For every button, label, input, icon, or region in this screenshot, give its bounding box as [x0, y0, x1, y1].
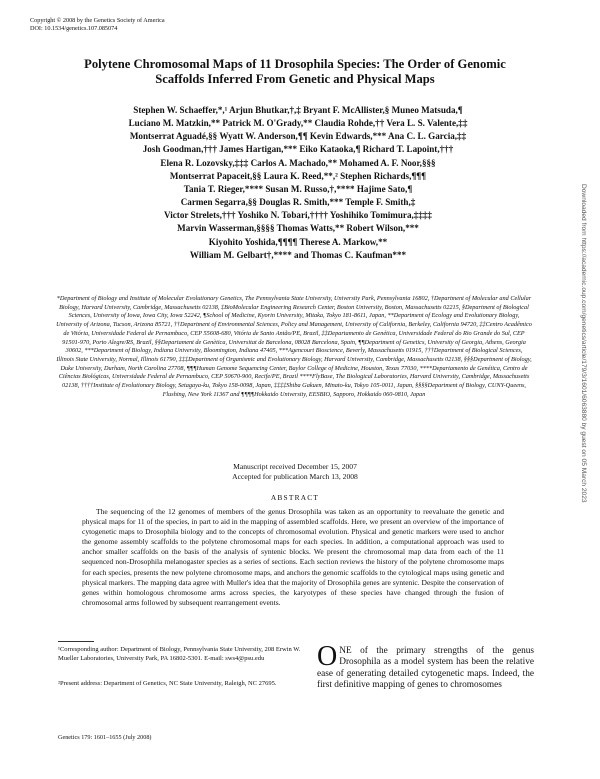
affiliations: *Department of Biology and Institute of Molecular Evolutionary Genetics, The Pennsylvania State University, University Park, Pennsylvania 16802, †Department of Molecular and Cellular Biology, Harvard University, Cambridge, Massachusetts 02138, ‡BioMolecular Engineering Research Center, Boston University, Boston, Massachusetts 02215, §Department of Biological Sciences, University of Iowa, Iowa City, Iowa 52242, ¶School of Medicine, Kyorin University, Mitaka, Tokyo 181-8611, Japan, **Department of Ecology and Evolutionary Biology, University of Arizona, Tucson, Arizona 85721, ††Department of Environmental Sciences, Policy and Management, University of California, Berkeley, California 94720, ‡‡Centro Acadêmico de Vitória, Universidade Federal de Pernambuco, CEP 55608-680, Vitória de Santo Antão/PE, Brazil, ‡‡Departamento de Genética, Universidade Federal do Rio Grande do Sul, CEP 91501-970, Porto Alegre/RS, Brazil, §§Departament de Genètica, Universitat de Barcelona, 08028 Barcelona, Spain, ¶¶Department of Genetics, University of Georgia, Athens, Georgia 30602, ***Department of Biology, Indiana University, Bloomington, Indiana 47405, ***Agencourt Bioscience, Beverly, Massachusetts 01915, †††Department of Biological Sciences, Illinois State University, Normal, Illinois 61790, ‡‡‡Department of Organismic and Evolutionary Biology, Harvard University, Cambridge, Massachusetts 02138, §§§Department of Biology, Duke University, Durham, North Carolina 27708, ¶¶¶Human Genome Sequencing Center, Baylor College of Medicine, Houston, Texas 77030, ****Departamento de Genética, Centro de Ciências Biológicas, Universidade Federal de Pernambuco, CEP 50670-900, Recife/PE, Brazil ****FlyBase, The Biological Laboratories, Harvard University, Cambridge, Massachusetts 02138, ††††Institute of Evolutionary Biology, Setagaya-ku, Tokyo 158-0098, Japan, ‡‡‡‡Shiba Gakuen, Minato-ku, Tokyo 105-0011, Japan, §§§§Department of Biology, CUNY-Queens, Flushing, New York 11367 and ¶¶¶¶Hokkaido University, EESBIO, Sapporo, Hokkaido 060-0810, Japan — [56, 295, 532, 398]
author-line: Marvin Wasserman,§§§§ Thomas Watts,** Robert Wilson,*** — [177, 223, 419, 234]
present-address-note: ²Present address: Department of Genetics, NC State University, Raleigh, NC 27695. — [58, 680, 277, 687]
accepted-date: Accepted for publication March 13, 2008 — [232, 472, 358, 481]
copyright-header — [30, 17, 165, 33]
corresponding-author-note: ¹Corresponding author: Department of Biology, Pennsylvania State University, 208 Erwin W. Mueller Laboratories, University Park, PA 16802-5301. E-mail: sws4@psu.edu — [58, 646, 301, 662]
abstract-text: The sequencing of the 12 genomes of members of the genus Drosophila was taken as an opportunity to reevaluate the genetic and physical maps for 11 of the species, in part to aid in the mapping of assembled scaffolds. Here, we present an overview of the importance of cytogenetic maps to Drosophila biology and to the concepts of chromosomal evolution. Physical and genetic markers were used to anchor the genome assembly scaffolds to the polytene chromosomal maps for each species. In addition, a computational approach was used to anchor smaller scaffolds on the basis of the analysis of syntenic blocks. We present the chromosomal map data from each of the 11 sequenced non-Drosophila melanogaster species as a series of sections. Each section reviews the history of the polytene chromosome maps for each species, presents the new polytene chromosome maps, and anchors the genomic scaffolds to the cytological maps using genetic and physical markers. The mapping data agree with Muller's idea that the majority of Drosophila genes are syntenic. Despite the conservation of genes within homologous chromosome arms across species, the karyotypes of these species have changed through the fusion of chromosomal arms followed by subsequent rearrangement events. — [82, 507, 504, 607]
author-line: Stephen W. Schaeffer,*,¹ Arjun Bhutkar,†,‡ Bryant F. McAllister,§ Muneo Matsuda,¶ — [133, 105, 463, 115]
journal-footer: Genetics 179: 1601–1655 (July 2008) — [58, 734, 152, 741]
author-line: Josh Goodman,††† James Hartigan,*** Eiko Kataoka,¶ Richard T. Lapoint,††† — [142, 144, 454, 155]
doi-line[interactable]: DOI: 10.1534/genetics.107.085074 — [30, 25, 118, 32]
author-line: Victor Strelets,††† Yoshiko N. Tobari,†††† Yoshihiko Tomimura,‡‡‡‡ — [164, 210, 432, 221]
abstract-heading: ABSTRACT — [270, 493, 320, 502]
author-line: Tania T. Rieger,**** Susan M. Russo,†,**** Hajime Sato,¶ — [183, 183, 413, 194]
author-line: Montserrat Aguadé,§§ Wyatt W. Anderson,¶¶ Kevin Edwards,*** Ana C. L. Garcia,‡‡ — [129, 131, 467, 142]
copyright-line: Copyright © 2008 by the Genetics Society of America — [30, 17, 165, 24]
intro-paragraph — [317, 641, 534, 692]
intro-text: NE of the primary strengths of the genus Drosophila as a model system has been the relative ease of generating detailed cytogenetic maps. Indeed, the first definitive mapping of genes to chromosomes — [317, 646, 534, 691]
author-line: Luciano M. Matzkin,** Patrick M. O'Grady,** Claudia Rohde,†† Vera L. S. Valente,‡‡ — [128, 118, 468, 129]
author-line: William M. Gelbart†,**** and Thomas C. Kaufman*** — [189, 249, 407, 260]
download-note[interactable]: Downloaded from https://academic.oup.com/genetics/article/179/3/1601/6063880 by guest on 05 March 2023 — [580, 184, 587, 503]
drop-cap: O — [317, 641, 338, 672]
author-line: Montserrat Papaceit,§§ Laura K. Reed,**,² Stephen Richards,¶¶¶ — [169, 170, 427, 181]
footnote-divider — [58, 641, 94, 642]
paper-title: Polytene Chromosomal Maps of 11 Drosophila Species: The Order of Genomic Scaffolds Inferred From Genetic and Physical Maps — [84, 57, 506, 86]
manuscript-dates — [60, 462, 530, 482]
author-line: Kiyohito Yoshida,¶¶¶¶ Therese A. Markow,** — [208, 236, 388, 247]
author-list — [60, 104, 536, 262]
author-line: Carmen Segarra,§§ Douglas R. Smith,*** Temple F. Smith,‡ — [180, 197, 416, 208]
received-date: Manuscript received December 15, 2007 — [233, 462, 357, 471]
author-line: Elena R. Lozovsky,‡‡‡ Carlos A. Machado,** Mohamed A. F. Noor,§§§ — [160, 157, 436, 168]
